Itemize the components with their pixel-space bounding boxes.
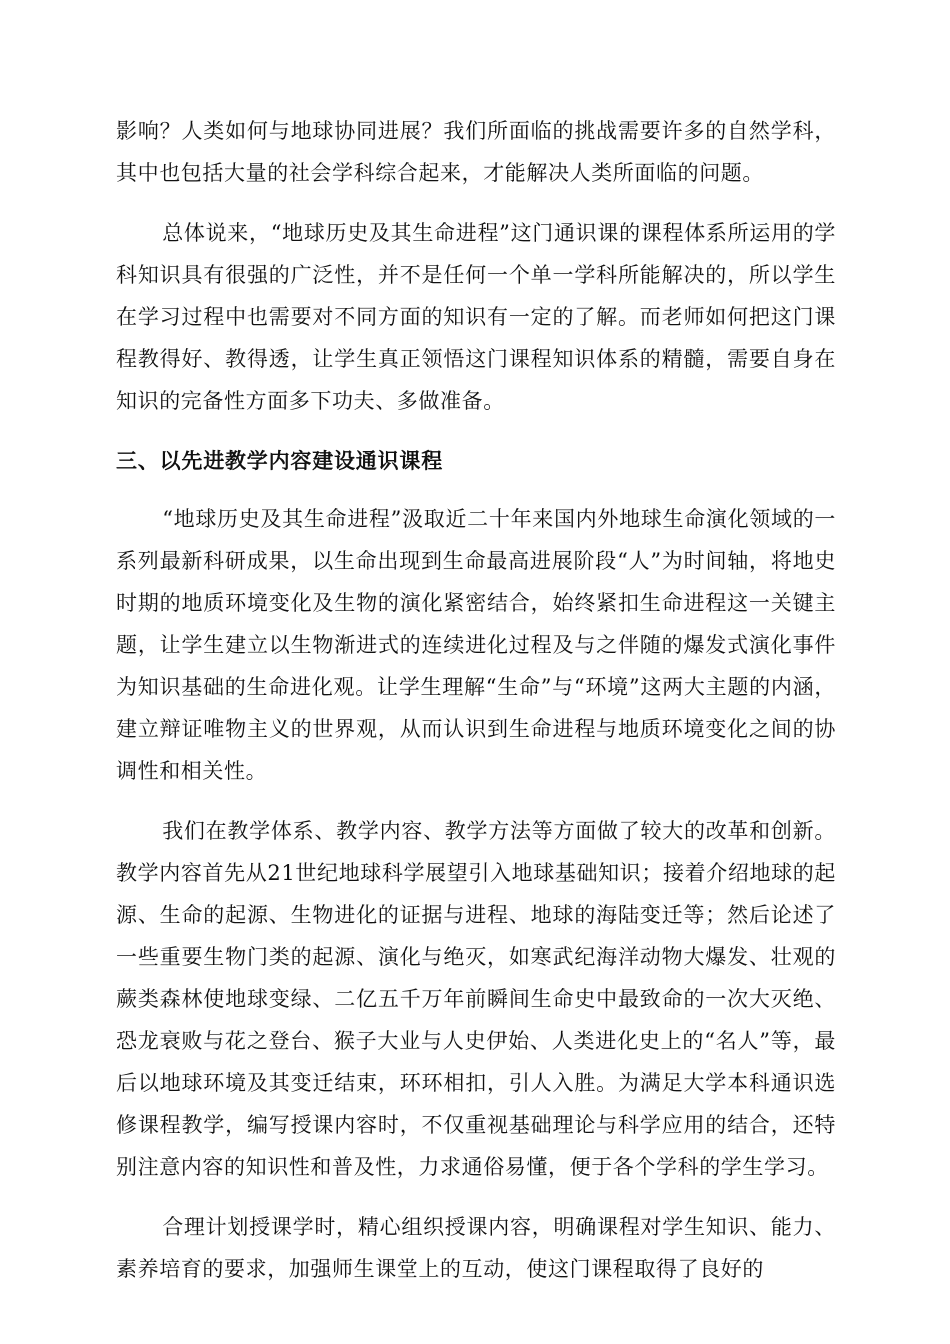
paragraph-planning: 合理计划授课学时，精心组织授课内容，明确课程对学生知识、能力、素养培育的要求，加强师生课堂上的互动，使这门课程取得了良好的: [116, 1215, 836, 1281]
paragraph-reform: 我们在教学体系、教学内容、教学方法等方面做了较大的改革和创新。教学内容首先从21世纪地球科学展望引入地球基础知识；接着介绍地球的起源、生命的起源、生物进化的证据与进程、地球的海陆变迁等；然后论述了一些重要生物门类的起源、演化与绝灭，如寒武纪海洋动物大爆发、壮观的蕨类森林使地球变绿、二亿五千万年前瞬间生命史中最致命的一次大灭绝、恐龙衰败与花之登台、猴子大业与人史伊始、人类进化史上的“名人”等，最后以地球环境及其变迁结束，环环相扣，引人入胜。为满足大学本科通识选修课程教学，编写授课内容时，不仅重视基础理论与科学应用的结合，还特别注意内容的知识性和普及性，力求通俗易懂，便于各个学科的学生学习。: [116, 819, 836, 1179]
section-heading: 三、以先进教学内容建设通识课程: [116, 449, 443, 473]
paragraph-course-content: “地球历史及其生命进程”汲取近二十年来国内外地球生命演化领域的一系列最新科研成果，以生命出现到生命最高进展阶段“人”为时间轴，将地史时期的地质环境变化及生物的演化紧密结合，始终紧扣生命进程这一关键主题，让学生建立以生物渐进式的连续进化过程及与之伴随的爆发式演化事件为知识基础的生命进化观。让学生理解“生命”与“环境”这两大主题的内涵，建立辩证唯物主义的世界观，从而认识到生命进程与地质环境变化之间的协调性和相关性。: [116, 507, 836, 783]
paragraph-summary: 总体说来，“地球历史及其生命进程”这门通识课的课程体系所运用的学科知识具有很强的广泛性，并不是任何一个单一学科所能解决的，所以学生在学习过程中也需要对不同方面的知识有一定的了解。而老师如何把这门课程教得好、教得透，让学生真正领悟这门课程知识体系的精髓，需要自身在知识的完备性方面多下功夫、多做准备。: [116, 221, 836, 413]
paragraph-continuation: 影响？人类如何与地球协同进展？我们所面临的挑战需要许多的自然学科，其中也包括大量的社会学科综合起来，才能解决人类所面临的问题。: [116, 119, 836, 185]
document-body: [116, 110, 836, 1308]
